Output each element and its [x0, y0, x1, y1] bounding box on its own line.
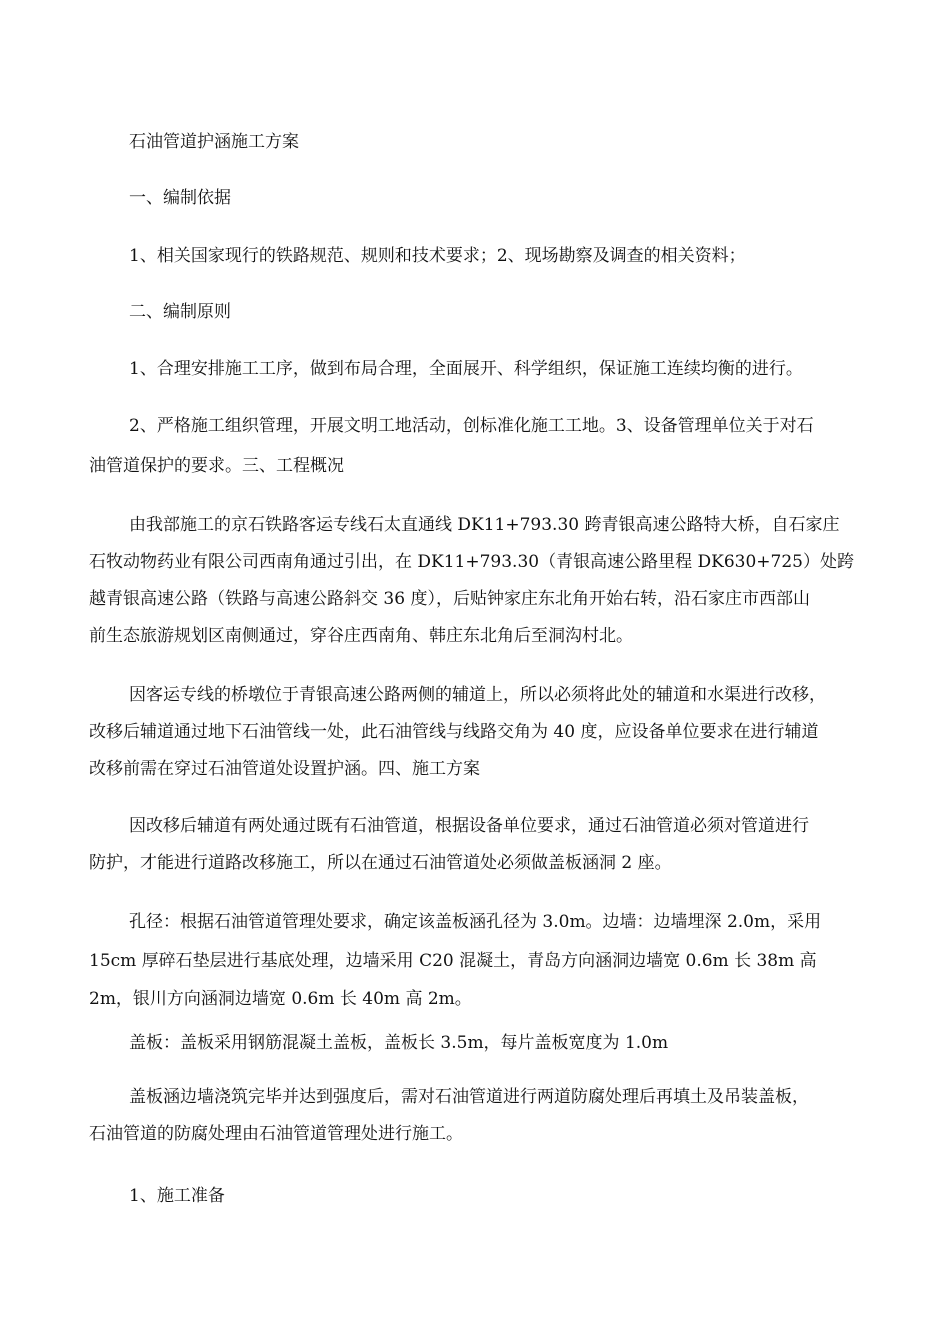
overview-paragraph-1-line: 越青银高速公路（铁路与高速公路斜交 36 度），后贴钟家庄东北角开始右转，沿石家庄市西部山 [89, 589, 810, 609]
document-title: 石油管道护涵施工方案 [129, 132, 299, 152]
overview-paragraph-2-line: 因客运专线的桥墩位于青银高速公路两侧的辅道上，所以必须将此处的辅道和水渠进行改移， [129, 685, 826, 705]
plan-paragraph-2-line: 15cm 厚碎石垫层进行基底处理，边墙采用 C20 混凝土，青岛方向涵洞边墙宽 0.6m 长 38m 高 [89, 951, 817, 971]
overview-paragraph-1-line: 由我部施工的京石铁路客运专线石太直通线 DK11+793.30 跨青银高速公路特大桥，自石家庄 [129, 515, 840, 535]
principle-item-2-line: 2、严格施工组织管理，开展文明工地活动，创标准化施工工地。3、设备管理单位关于对石 [129, 416, 814, 436]
plan-paragraph-2-line: 孔径：根据石油管道管理处要求，确定该盖板涵孔径为 3.0m。边墙：边墙埋深 2.0m，采用 [129, 912, 822, 932]
overview-paragraph-1-line: 前生态旅游规划区南侧通过，穿谷庄西南角、韩庄东北角后至洞沟村北。 [89, 626, 633, 646]
section-heading-basis: 一、编制依据 [129, 188, 231, 208]
section-heading-principles: 二、编制原则 [129, 302, 231, 322]
principle-item-1: 1、合理安排施工工序，做到布局合理，全面展开、科学组织，保证施工连续均衡的进行。 [129, 359, 803, 379]
basis-paragraph: 1、相关国家现行的铁路规范、规则和技术要求；2、现场勘察及调查的相关资料； [129, 246, 746, 266]
plan-paragraph-3: 盖板：盖板采用钢筋混凝土盖板，盖板长 3.5m，每片盖板宽度为 1.0m [129, 1033, 669, 1053]
overview-paragraph-2-line: 改移后辅道通过地下石油管线一处，此石油管线与线路交角为 40 度，应设备单位要求在进行辅道 [89, 722, 819, 742]
plan-paragraph-4-line: 盖板涵边墙浇筑完毕并达到强度后，需对石油管道进行两道防腐处理后再填土及吊装盖板， [129, 1087, 809, 1107]
principle-item-2-line: 油管道保护的要求。三、工程概况 [89, 456, 344, 476]
overview-paragraph-1-line: 石牧动物药业有限公司西南角通过引出，在 DK11+793.30（青银高速公路里程 DK630+725）处跨 [89, 552, 854, 572]
plan-paragraph-1-line: 防护，才能进行道路改移施工，所以在通过石油管道处必须做盖板涵洞 2 座。 [89, 853, 672, 873]
plan-paragraph-2-line: 2m，银川方向涵洞边墙宽 0.6m 长 40m 高 2m。 [89, 989, 472, 1009]
plan-paragraph-1-line: 因改移后辅道有两处通过既有石油管道，根据设备单位要求，通过石油管道必须对管道进行 [129, 816, 809, 836]
plan-paragraph-4-line: 石油管道的防腐处理由石油管道管理处进行施工。 [89, 1124, 463, 1144]
overview-paragraph-2-line: 改移前需在穿过石油管道处设置护涵。四、施工方案 [89, 759, 480, 779]
section-heading-preparation: 1、施工准备 [129, 1186, 225, 1206]
